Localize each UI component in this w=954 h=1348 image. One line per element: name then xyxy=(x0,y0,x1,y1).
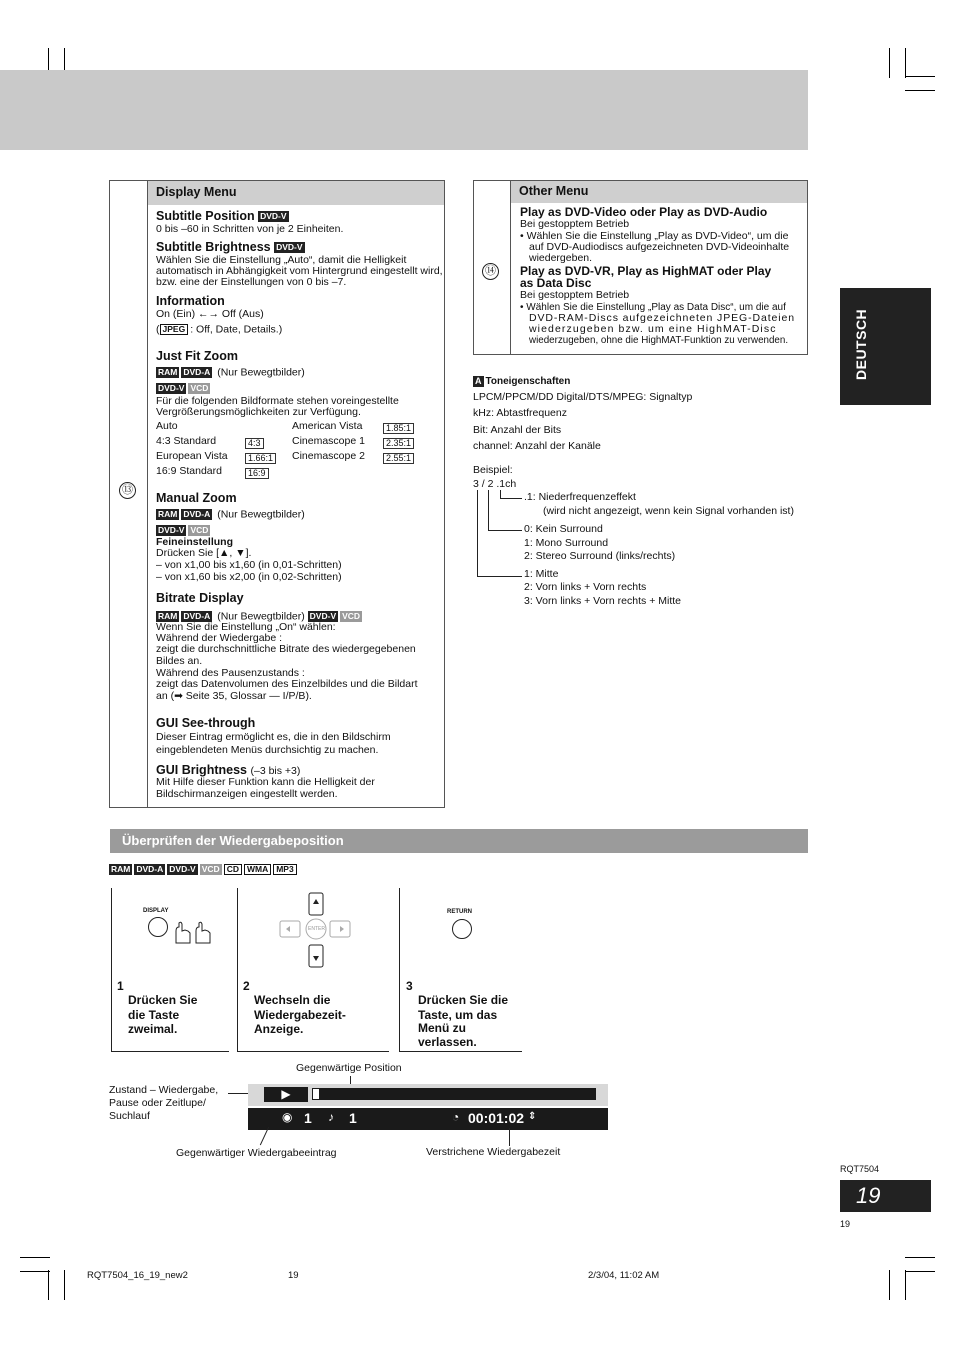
progress-track xyxy=(312,1088,596,1100)
bitrate-line: Wenn Sie die Einstellung „On“ wählen: xyxy=(156,621,336,633)
step-text: Drücken Sie xyxy=(128,993,198,1007)
header-band xyxy=(0,70,808,150)
badge-dvd-v: DVD-V xyxy=(309,611,337,621)
just-fit-zoom-line: Für die folgenden Bildformate stehen voreingestellte xyxy=(156,395,399,407)
elapsed-label: Verstrichene Wiedergabezeit xyxy=(426,1146,561,1158)
gui-brightness-line: Mit Hilfe dieser Funktion kann die Helligkeit der xyxy=(156,776,375,788)
badge-dvd-v: DVD-V xyxy=(169,864,196,874)
manual-zoom-badges xyxy=(156,525,212,537)
bitrate-line: an (➡ Seite 35, Glossar — I/P/B). xyxy=(156,690,312,702)
step-text: Drücken Sie die xyxy=(418,993,509,1007)
panel-border xyxy=(111,1051,229,1052)
surround-line: 1: Mono Surround xyxy=(524,537,609,549)
subtitle-position-text: 0 bis –60 in Schritten von je 2 Einheiten. xyxy=(156,223,344,235)
crop-mark xyxy=(889,1270,890,1300)
ratio-box: 2.55:1 xyxy=(383,453,414,464)
lfe-line: .1: Niederfrequenzeffekt xyxy=(524,491,636,503)
tone-line: LPCM/PPCM/DD Digital/DTS/MPEG: Signaltyp xyxy=(473,391,693,403)
other-item1-line: • Wählen Sie die Einstellung „Play as DVD-Video“, um die xyxy=(520,230,789,242)
step-number: 3 xyxy=(406,979,413,993)
information-title: Information xyxy=(156,294,225,308)
bitrate-line: zeigt die durchschnittliche Bitrate des wiedergegebenen xyxy=(156,643,416,655)
format-name: Cinemascope 1 xyxy=(292,435,365,447)
elapsed-time: 00:01:02 xyxy=(468,1110,525,1126)
other-item2-line: wiederzugeben, ohne die HighMAT-Funktion zu verwenden. xyxy=(529,335,789,346)
manual-zoom-title: Manual Zoom xyxy=(156,491,237,505)
other-item1-sub: Bei gestopptem Betrieb xyxy=(520,218,630,230)
panel-border xyxy=(237,888,238,1052)
crop-mark xyxy=(905,48,906,78)
return-key-label: RETURN xyxy=(447,909,472,915)
enter-key-label: ENTER xyxy=(308,926,325,932)
format-name: Cinemascope 2 xyxy=(292,450,365,462)
step-text: zweimal. xyxy=(128,1022,178,1036)
footer-timestamp: 2/3/04, 11:02 AM xyxy=(588,1270,660,1281)
step-text: Anzeige. xyxy=(254,1022,304,1036)
bitrate-line: Während der Wiedergabe : xyxy=(156,632,283,644)
example-value: 3 / 2 .1ch xyxy=(473,478,517,490)
clock-icon: ◔ xyxy=(452,1110,460,1124)
panel-border xyxy=(111,888,112,1052)
badge-vcd: VCD xyxy=(190,383,209,393)
badge-vcd: VCD xyxy=(342,611,361,621)
subtitle-position-title: Subtitle Position DVD-V xyxy=(156,209,287,223)
tone-line: Bit: Anzahl der Bits xyxy=(473,424,562,436)
manual-zoom-badges: RAM DVD-A (Nur Bewegtbilder) xyxy=(158,508,305,521)
footer-page: 19 xyxy=(288,1270,299,1281)
step-number: 1 xyxy=(117,979,124,993)
just-fit-zoom-badges xyxy=(156,383,212,395)
ratio-box: 16:9 xyxy=(245,468,269,479)
track-icon: ♪ xyxy=(328,1110,334,1124)
badge-mp3: MP3 xyxy=(273,864,296,875)
footer-filename: RQT7504_16_19_new2 xyxy=(87,1270,188,1281)
subtitle-brightness-line: automatisch in Abhängigkeit vom Hintergrund eingestellt wird, xyxy=(156,265,443,277)
panel-border xyxy=(399,1051,522,1052)
tree-line xyxy=(500,498,522,499)
other-menu-title: Other Menu xyxy=(511,181,807,203)
crop-mark xyxy=(905,76,935,77)
format-name: Auto xyxy=(156,420,178,432)
manual-zoom-line: – von x1,60 bis x2,00 (in 0,02-Schritten) xyxy=(156,571,342,583)
display-menu-title: Display Menu xyxy=(148,181,444,205)
badge-ram: RAM xyxy=(158,611,178,621)
surround-line: 0: Kein Surround xyxy=(524,523,603,535)
surround-line: 2: Stereo Surround (links/rechts) xyxy=(524,550,676,562)
tone-line: channel: Anzahl der Kanäle xyxy=(473,440,601,452)
badge-dvd-v: DVD-V xyxy=(158,525,185,535)
gui-see-through-line: eingeblendeten Menüs durchsichtig zu machen. xyxy=(156,744,379,756)
example-label: Beispiel: xyxy=(473,464,513,476)
badge-vcd: VCD xyxy=(190,525,209,535)
tree-line xyxy=(477,576,522,577)
fine-adjust-title: Feineinstellung xyxy=(156,536,234,548)
other-item1-title: Play as DVD-Video oder Play as DVD-Audio xyxy=(520,205,768,219)
front-line: 3: Vorn links + Vorn rechts + Mitte xyxy=(524,595,681,607)
track-number: 1 xyxy=(349,1110,357,1126)
page-number-small: 19 xyxy=(840,1219,851,1229)
badge-dvd-v: DVD-V xyxy=(260,211,287,222)
column-divider xyxy=(147,180,148,808)
entry-label: Gegenwärtiger Wiedergabeeintrag xyxy=(176,1147,337,1159)
subtitle-brightness-line: bzw. eine der Einstellungen von 0 bis –7. xyxy=(156,276,347,288)
status-bar xyxy=(248,1108,608,1130)
updown-icon: ⇕ xyxy=(528,1111,537,1122)
format-name: American Vista xyxy=(292,420,363,432)
ratio-box: 1.66:1 xyxy=(245,453,276,464)
format-name: 16:9 Standard xyxy=(156,465,222,477)
subtitle-brightness-title: Subtitle Brightness DVD-V xyxy=(156,240,303,254)
other-item1-line: auf DVD-Audiodiscs aufgezeichneten DVD-Videoinhalte xyxy=(529,241,790,253)
other-item2-title: as Data Disc xyxy=(520,276,592,290)
tree-line xyxy=(488,490,489,530)
other-item2-line: wiederzugeben bzw. um eine HighMAT-Disc xyxy=(529,323,777,335)
format-name: European Vista xyxy=(156,450,228,462)
gui-brightness-title: GUI Brightness (–3 bis +3) xyxy=(156,763,301,777)
ratio-box: 1.85:1 xyxy=(383,423,414,434)
tree-line xyxy=(488,530,522,531)
bitrate-line: Bildes an. xyxy=(156,655,203,667)
step-text: Wiedergabezeit- xyxy=(254,1008,346,1022)
tone-line: kHz: Abtastfrequenz xyxy=(473,407,567,419)
page-number-box: 19 xyxy=(840,1180,931,1212)
manual-zoom-line: – von x1,00 bis x1,60 (in 0,01-Schritten) xyxy=(156,559,342,571)
progress-fill xyxy=(313,1089,319,1099)
badge-vcd: VCD xyxy=(201,864,220,874)
step-number: 2 xyxy=(243,979,250,993)
crop-mark xyxy=(20,1271,50,1272)
panel-border xyxy=(237,1051,389,1052)
marker-14: ⑭ xyxy=(482,263,499,280)
badge-dvd-v: DVD-V xyxy=(276,242,303,253)
badge-dvd-a: DVD-A xyxy=(183,611,211,621)
subtitle-brightness-line: Wählen Sie die Einstellung „Auto“, damit die Helligkeit xyxy=(156,254,407,266)
gui-see-through-title: GUI See-through xyxy=(156,716,256,730)
crop-mark xyxy=(20,1257,50,1258)
badge-dvd-a: DVD-A xyxy=(183,367,211,377)
front-line: 1: Mitte xyxy=(524,568,559,580)
format-name: 4:3 Standard xyxy=(156,435,217,447)
badge-ram: RAM xyxy=(158,509,178,519)
tree-line xyxy=(477,490,478,576)
model-code: RQT7504 xyxy=(840,1164,880,1174)
tree-line xyxy=(500,490,501,498)
tone-title: A Toneigenschaften xyxy=(475,376,571,388)
badge-wma: WMA xyxy=(244,864,271,875)
crop-mark xyxy=(889,48,890,78)
check-badges xyxy=(109,864,299,876)
crop-mark xyxy=(905,90,935,91)
column-divider xyxy=(510,180,511,355)
group-icon: ◉ xyxy=(282,1110,293,1124)
just-fit-zoom-line: Vergrößerungsmöglichkeiten zur Verfügung. xyxy=(156,406,361,418)
other-item2-line: • Wählen Sie die Einstellung „Play as Data Disc“, um die auf xyxy=(520,302,786,313)
play-icon: ▶ xyxy=(264,1087,308,1102)
crop-mark xyxy=(905,1271,935,1272)
marker-a: A xyxy=(475,376,482,386)
other-item2-title: Play as DVD-VR, Play as HighMAT oder Play xyxy=(520,264,772,278)
crop-mark xyxy=(905,1270,906,1300)
just-fit-zoom-badges: RAM DVD-A (Nur Bewegtbilder) xyxy=(158,366,305,379)
panel-border xyxy=(399,888,400,1052)
display-key-label: DISPLAY xyxy=(143,908,169,914)
return-button[interactable] xyxy=(452,919,472,939)
hand-press-icon xyxy=(172,921,216,947)
crop-mark xyxy=(905,1257,935,1258)
gui-see-through-line: Dieser Eintrag ermöglicht es, die in den Bildschirm xyxy=(156,731,391,743)
step-text: Taste, um das xyxy=(418,1008,498,1022)
bitrate-badges: RAM DVD-A (Nur Bewegtbilder) DVD-V VCD xyxy=(158,610,361,623)
other-item1-line: wiedergeben. xyxy=(529,252,593,264)
pointer-line xyxy=(509,1128,510,1146)
ratio-box: 2.35:1 xyxy=(383,438,414,449)
step-text: Wechseln die xyxy=(254,993,331,1007)
marker-13: ⑬ xyxy=(119,482,136,499)
step-text: verlassen. xyxy=(418,1035,477,1049)
display-button[interactable] xyxy=(148,917,168,937)
step-text: die Taste xyxy=(128,1008,180,1022)
other-item2-line: DVD-RAM-Discs aufgezeichneten JPEG-Dateien xyxy=(529,312,795,324)
front-line: 2: Vorn links + Vorn rechts xyxy=(524,581,647,593)
other-item2-sub: Bei gestopptem Betrieb xyxy=(520,289,630,301)
badge-dvd-a: DVD-A xyxy=(183,509,211,519)
bitrate-line: Während des Pausenzustands : xyxy=(156,667,305,679)
crop-mark xyxy=(48,1270,49,1300)
ratio-box: 4:3 xyxy=(245,438,264,449)
position-label: Gegenwärtige Position xyxy=(296,1062,402,1074)
state-label: Zustand – Wiedergabe, Pause oder Zeitlupe/ Suchlauf xyxy=(109,1084,219,1122)
information-line: ( JPEG : Off, Date, Details.) xyxy=(156,323,283,336)
bitrate-line: zeigt das Datenvolumen des Einzelbildes und die Bildart xyxy=(156,678,418,690)
badge-dvd-a: DVD-A xyxy=(136,864,164,874)
information-line: On (Ein) ←→ Off (Aus) xyxy=(156,308,264,320)
badge-dvd-v: DVD-V xyxy=(158,383,185,393)
bitrate-title: Bitrate Display xyxy=(156,591,244,605)
badge-cd: CD xyxy=(224,864,242,875)
group-number: 1 xyxy=(304,1110,312,1126)
crop-mark xyxy=(64,1270,65,1300)
badge-jpeg: JPEG xyxy=(160,324,189,335)
lfe-line: (wird nicht angezeigt, wenn kein Signal vorhanden ist) xyxy=(543,505,794,517)
check-position-title: Überprüfen der Wiedergabeposition xyxy=(110,829,808,853)
badge-ram: RAM xyxy=(111,864,131,874)
step-text: Menü zu xyxy=(418,1021,466,1035)
gui-brightness-line: Bildschirmanzeigen eingestellt werden. xyxy=(156,788,338,800)
just-fit-zoom-title: Just Fit Zoom xyxy=(156,349,238,363)
language-tab: DEUTSCH xyxy=(840,288,931,405)
manual-zoom-line: Drücken Sie [▲, ▼]. xyxy=(156,547,252,559)
badge-ram: RAM xyxy=(158,367,178,377)
